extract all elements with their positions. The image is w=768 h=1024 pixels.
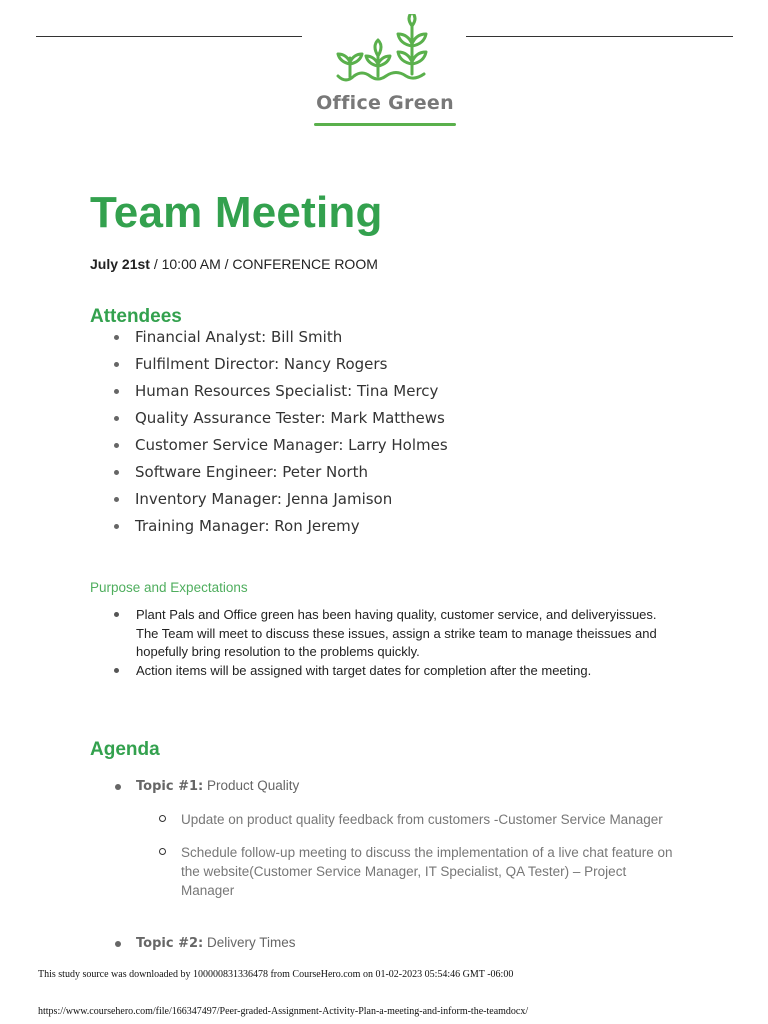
topic-label: Topic #2: (136, 936, 204, 951)
logo-underline (314, 123, 456, 126)
list-item: Action items will be assigned with target dates for completion after the meeting. (112, 662, 657, 681)
list-item: Training Manager: Ron Jeremy (112, 517, 448, 544)
attendees-heading: Attendees (90, 306, 182, 327)
page-title: Team Meeting (90, 188, 383, 237)
meeting-meta (90, 256, 378, 272)
topic-name: Product Quality (206, 778, 300, 793)
agenda-subitem: Update on product quality feedback from customers -Customer Service Manager (158, 810, 681, 829)
meeting-date: July 21st (90, 256, 150, 272)
list-item: Quality Assurance Tester: Mark Matthews (112, 409, 448, 436)
list-item: Inventory Manager: Jenna Jamison (112, 490, 448, 517)
topic-name: Delivery Times (206, 935, 296, 950)
meeting-time-location: 10:00 AM / CONFERENCE ROOM (161, 256, 378, 272)
download-notice: This study source was downloaded by 100000831336478 from CourseHero.com on 01-02-2023 05:54:46 GMT -06:00 (38, 969, 514, 980)
topic-label: Topic #1: (136, 779, 204, 794)
office-green-logo (304, 8, 466, 133)
agenda-heading: Agenda (90, 739, 160, 760)
list-item: Plant Pals and Office green has been having quality, customer service, and deliveryissues. The Team will meet to discuss these issues, assign a strike team to manage theissues and hopefully bring resolution to the problems quickly. (112, 606, 657, 662)
list-item: Human Resources Specialist: Tina Mercy (112, 382, 448, 409)
seedling-plants-icon (334, 14, 436, 92)
header-rule-left (36, 36, 302, 37)
attendees-list (112, 328, 448, 544)
list-item: Customer Service Manager: Larry Holmes (112, 436, 448, 463)
meta-separator: / (149, 256, 162, 272)
agenda-topic (112, 935, 295, 951)
header-rule-right (466, 36, 733, 37)
purpose-heading: Purpose and Expectations (90, 580, 248, 595)
agenda-topic (112, 778, 299, 794)
source-url: https://www.coursehero.com/file/166347497/Peer-graded-Assignment-Activity-Plan-a-meeting-and-inform-the-teamdocx/ (38, 1006, 529, 1017)
purpose-list (112, 606, 657, 680)
list-item: Software Engineer: Peter North (112, 463, 448, 490)
list-item: Financial Analyst: Bill Smith (112, 328, 448, 355)
logo-text: Office Green (316, 92, 454, 114)
list-item: Fulfilment Director: Nancy Rogers (112, 355, 448, 382)
agenda-subitem: Schedule follow-up meeting to discuss the implementation of a live chat feature on the website(Customer Service Manager, IT Specialist, QA Tester) – Project Manager (158, 843, 681, 900)
